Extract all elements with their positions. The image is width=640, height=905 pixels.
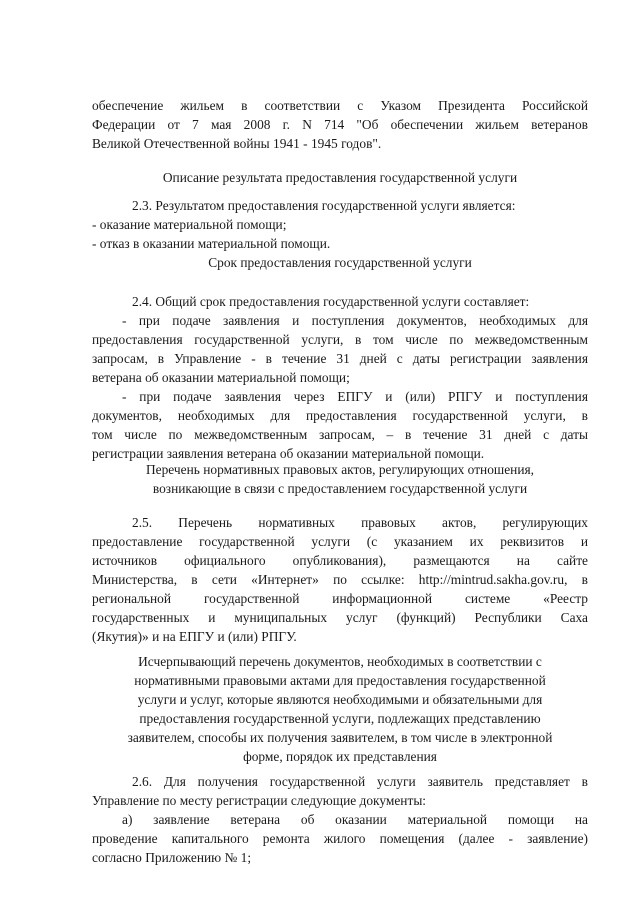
text-line: - при подаче заявления и поступления документов, необходимых для (122, 313, 588, 328)
text-line: согласно Приложению № 1; (92, 850, 252, 865)
heading-line: Перечень нормативных правовых актов, регулирующих отношения, (146, 462, 534, 477)
text-line: том числе по межведомственным запросам, – в течение 31 дней с даты (92, 427, 588, 442)
text-line: источников официального опубликования), размещаются на сайте (92, 553, 588, 568)
text-line: проведение капитального ремонта жилого помещения (далее - заявление) (92, 831, 588, 846)
text-line: документов, необходимых для предоставления государственной услуги, в (92, 408, 588, 423)
paragraph-2-3 (92, 196, 588, 253)
text-line: государственных и муниципальных услуг (функций) Республики Саха (92, 610, 588, 625)
text-line: предоставления государственной услуги, в том числе по межведомственным (92, 332, 588, 347)
text-line: 2.6. Для получения государственной услуги заявитель представляет в (132, 774, 588, 789)
heading-line: возникающие в связи с предоставлением государственной услуги (152, 481, 528, 496)
text-line: Великой Отечественной войны 1941 - 1945 годов". (92, 136, 382, 151)
heading-line: услуги и услуг, которые являются необходимыми и обязательными для (137, 692, 543, 707)
section-heading-docs (92, 652, 588, 766)
heading-line: форме, порядок их представления (243, 749, 437, 764)
text-line: запросам, в Управление - в течение 31 дней с даты регистрации заявления (92, 351, 588, 366)
text-line: региональной государственной информационной системе «Реестр (92, 591, 588, 606)
list-item: - отказ в оказании материальной помощи. (92, 236, 331, 251)
section-heading-result: Описание результата предоставления государственной услуги (162, 170, 518, 185)
intro-paragraph (92, 96, 588, 153)
paragraph-2-6 (92, 772, 588, 867)
text-line: Федерации от 7 мая 2008 г. N 714 "Об обеспечении жильем ветеранов (92, 117, 588, 132)
heading-line: заявителем, способы их получения заявителем, в том числе в электронной (127, 730, 553, 745)
section-heading-term: Срок предоставления государственной услуги (208, 255, 472, 270)
text-line: предоставление государственной услуги (с указанием их реквизитов и (92, 534, 588, 549)
text-line: 2.3. Результатом предоставления государственной услуги является: (132, 198, 516, 213)
list-item: а) заявление ветерана об оказании материальной помощи на (122, 812, 588, 827)
text-line: 2.5. Перечень нормативных правовых актов, регулирующих (132, 515, 588, 530)
heading-line: Исчерпывающий перечень документов, необходимых в соответствии с (138, 654, 542, 669)
heading-line: предоставления государственной услуги, подлежащих представлению (139, 711, 541, 726)
list-item: - оказание материальной помощи; (92, 217, 287, 232)
text-line: регистрации заявления ветерана об оказании материальной помощи. (92, 446, 485, 461)
section-heading-acts (92, 460, 588, 498)
text-line: 2.4. Общий срок предоставления государственной услуги составляет: (132, 294, 530, 309)
text-line: - при подаче заявления через ЕПГУ и (или) РПГУ и поступления (122, 389, 588, 404)
text-line: Министерства, в сети «Интернет» по ссылке: http://mintrud.sakha.gov.ru, в (92, 572, 588, 587)
heading-line: нормативными правовыми актами для предоставления государственной (134, 673, 546, 688)
text-line: обеспечение жильем в соответствии с Указом Президента Российской (92, 98, 588, 113)
paragraph-2-4 (92, 292, 588, 463)
text-line: ветерана об оказании материальной помощи; (92, 370, 350, 385)
paragraph-2-5 (92, 513, 588, 646)
text-line: (Якутия)» и на ЕПГУ и (или) РПГУ. (92, 629, 297, 644)
text-line: Управление по месту регистрации следующие документы: (92, 793, 427, 808)
